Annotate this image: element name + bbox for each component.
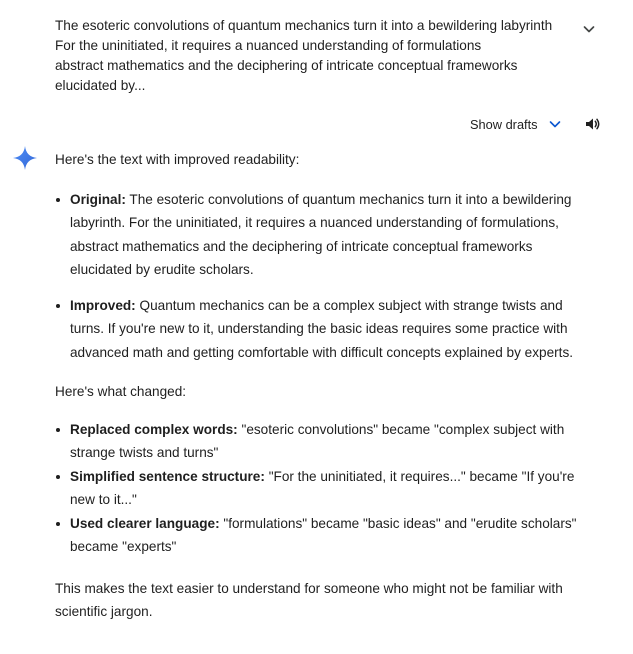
- user-prompt: [55, 16, 575, 96]
- expand-prompt-button[interactable]: [578, 18, 600, 40]
- speaker-icon[interactable]: [584, 115, 602, 133]
- changes-list: [55, 418, 585, 559]
- item-text: The esoteric convolutions of quantum mechanics turn it into a bewildering labyrinth. For the uninitiated, it requires a nuanced understanding of formulations, abstract mathematics and the deciphering of intricate conceptual frameworks elucidated by erudite scholars.: [70, 191, 572, 277]
- item-text: "esoteric convolutions" became "complex subject with strange twists and turns": [70, 421, 565, 460]
- list-item: [55, 294, 585, 365]
- item-label: Improved:: [70, 297, 136, 313]
- item-text: Quantum mechanics can be a complex subject with strange twists and turns. If you're new to it, understanding the basic ideas requires some practice with advanced math and getting comfortable with difficult concepts explained by experts.: [70, 297, 574, 360]
- drafts-toolbar: [470, 114, 562, 134]
- chevron-down-icon: [548, 117, 562, 131]
- item-label: Replaced complex words:: [70, 421, 238, 437]
- response-conclusion: This makes the text easier to understand for someone who might not be familiar with scientific jargon.: [55, 580, 563, 619]
- show-drafts-label: Show drafts: [470, 116, 538, 132]
- item-text: "formulations" became "basic ideas" and "erudite scholars" became "experts": [70, 515, 577, 554]
- chevron-down-icon: [582, 22, 596, 36]
- assistant-response: [55, 148, 585, 624]
- item-text: "For the uninitiated, it requires..." became "If you're new to it...": [70, 468, 575, 507]
- gemini-spark-icon: [12, 145, 38, 171]
- response-intro: Here's the text with improved readability:: [55, 152, 300, 167]
- list-item: [55, 512, 585, 559]
- prompt-line: elucidated by...: [55, 78, 146, 93]
- prompt-line: For the uninitiated, it requires a nuanced understanding of formulations: [55, 38, 482, 53]
- list-item: [55, 418, 585, 465]
- item-label: Original:: [70, 191, 126, 207]
- prompt-line: The esoteric convolutions of quantum mechanics turn it into a bewildering labyrinth: [55, 18, 553, 33]
- comparison-list: [55, 188, 585, 365]
- prompt-line: abstract mathematics and the deciphering of intricate conceptual frameworks: [55, 58, 518, 73]
- list-item: [55, 188, 585, 282]
- item-label: Simplified sentence structure:: [70, 468, 265, 484]
- changes-heading: Here's what changed:: [55, 384, 187, 399]
- show-drafts-button[interactable]: [470, 117, 562, 132]
- item-label: Used clearer language:: [70, 515, 220, 531]
- list-item: [55, 465, 585, 512]
